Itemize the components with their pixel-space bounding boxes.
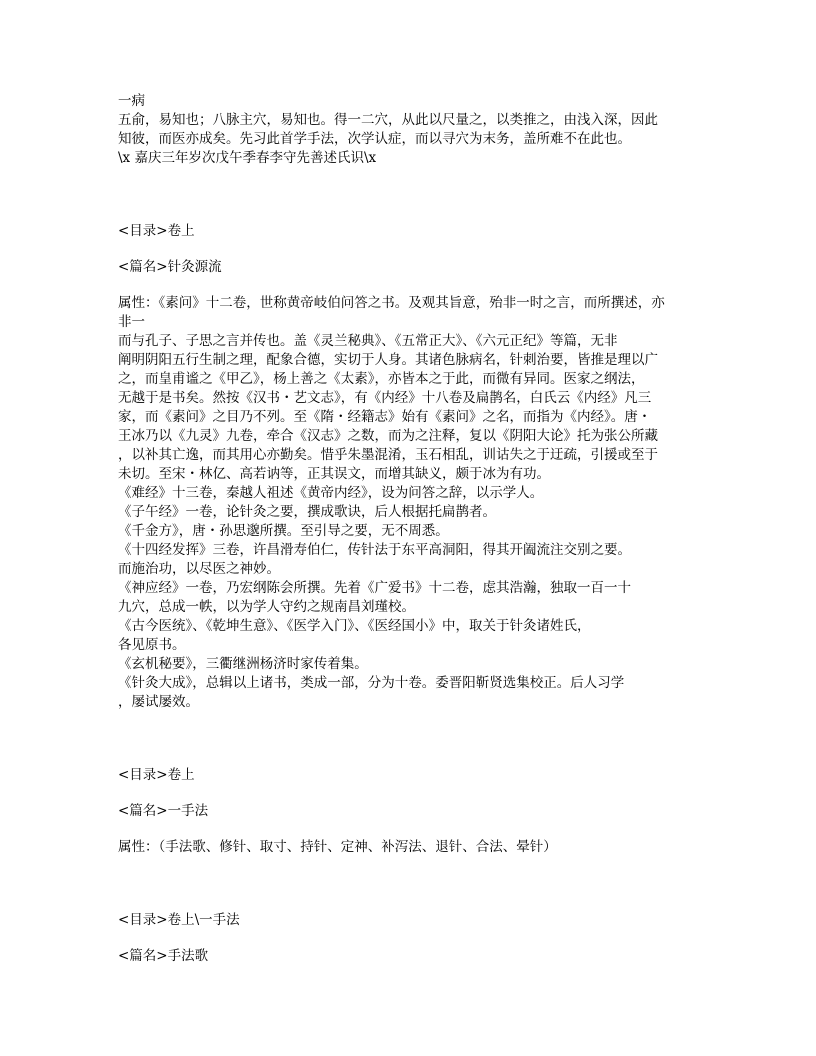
text-line: 《子午经》一卷，论针灸之要，撰成歌诀，后人根据托扁鹊者。	[118, 504, 496, 520]
attributes-line: 属性：（手法歌、修针、取寸、持针、定神、补泻法、退针、合法、晕针）	[118, 839, 557, 855]
text-line: 属性：《素问》十二卷，世称黄帝岐伯问答之书。及观其旨意，殆非一时之言，而所撰述，亦	[118, 295, 665, 311]
text-line: 而与孔子、子思之言并传也。盖《灵兰秘典》、《五常正大》、《六元正纪》等篇，无非	[118, 333, 618, 349]
text-line: 五俞，易知也；八脉主穴，易知也。得一二穴，从此以尺量之，以类推之，由浅入深，因此	[118, 112, 658, 128]
text-line: 《难经》十三卷，秦越人祖述《黄帝内经》，设为问答之辞，以示学人。	[118, 485, 544, 501]
chapter-title: <篇名>手法歌	[118, 948, 209, 964]
text-line: 阐明阴阳五行生制之理，配象合德，实切于人身。其诸色脉病名，针刺治要，皆推是理以广	[118, 352, 658, 368]
section-acupuncture-origins	[118, 222, 698, 712]
text-line: 未切。至宋・林亿、高若讷等，正其误文，而增其缺义，颇于冰为有功。	[118, 466, 550, 482]
section-body	[118, 294, 698, 712]
document-page	[118, 92, 698, 966]
text-line: 知彼，而医亦成矣。先习此首学手法，次学认症，而以寻穴为末务，盖所难不在此也。	[118, 131, 631, 147]
text-line: 各见原书。	[118, 637, 186, 653]
text-line: 一病	[118, 93, 145, 109]
catalog-heading: <目录>卷上\一手法	[118, 912, 240, 928]
text-line: ，屡试屡效。	[118, 694, 199, 710]
text-line: ，以补其亡逸，而其用心亦勤矣。惜乎朱墨混淆，玉石相乱，训诂失之于迂疏，引援或至于	[118, 447, 658, 463]
text-line: 九穴，总成一帙，以为学人守约之规南昌刘瑾校。	[118, 599, 415, 615]
text-line: 非一	[118, 314, 145, 330]
text-line: 《千金方》，唐・孙思邈所撰。至引导之要，无不周悉。	[118, 523, 449, 539]
chapter-title: <篇名>针灸源流	[118, 259, 222, 275]
text-line: 《古今医统》、《乾坤生意》、《医学入门》、《医经国小》中，取关于针灸诸姓氏，	[118, 618, 591, 634]
text-line: 《玄机秘要》，三衢继洲杨济时家传着集。	[118, 656, 368, 672]
section-techniques	[118, 766, 698, 857]
text-line: 家，而《素问》之目乃不列。至《隋・经籍志》始有《素问》之名，而指为《内经》。唐・	[118, 409, 652, 425]
catalog-heading: <目录>卷上	[118, 223, 195, 239]
text-line: 《十四经发挥》三卷，许昌滑寿伯仁，传针法于东平高洞阳，得其开阖流注交别之要。	[118, 542, 631, 558]
section-technique-song	[118, 911, 698, 966]
chapter-title: <篇名>一手法	[118, 803, 209, 819]
text-line: 之，而皇甫谧之《甲乙》，杨上善之《太素》，亦皆本之于此，而微有异同。医家之纲法，	[118, 371, 645, 387]
text-line: 而施治功，以尽医之神妙。	[118, 561, 280, 577]
catalog-heading: <目录>卷上	[118, 767, 195, 783]
text-line: 《神应经》一卷，乃宏纲陈会所撰。先着《广爱书》十二卷，虑其浩瀚，独取一百一十	[118, 580, 631, 596]
text-line: 《针灸大成》，总辑以上诸书，类成一部，分为十卷。委晋阳靳贤选集校正。后人习学	[118, 675, 625, 691]
signature-line: \x 嘉庆三年岁次戊午季春李守先善述氏识\x	[118, 150, 377, 166]
text-line: 无越于是书矣。然按《汉书・艺文志》，有《内经》十八卷及扁鹊名，白氏云《内经》凡三	[118, 390, 652, 406]
preface-block	[118, 92, 698, 168]
text-line: 王冰乃以《九灵》九卷，牵合《汉志》之数，而为之注释，复以《阴阳大论》托为张公所藏	[118, 428, 658, 444]
